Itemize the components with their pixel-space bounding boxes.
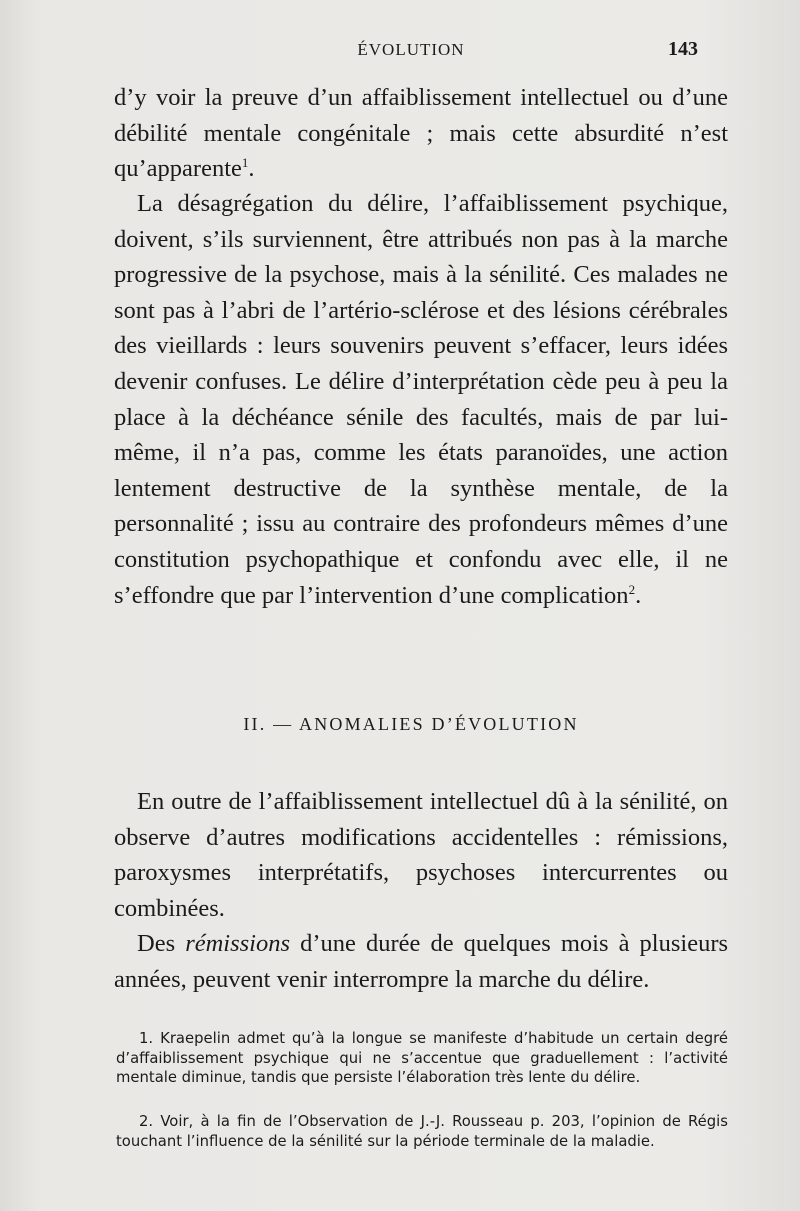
paragraph-text: d’y voir la preuve d’un affaiblissement intellectuel ou d’une débilité mentale congénitale ; mais cette absurdité n’est qu’apparente (114, 84, 728, 183)
paragraph-continued (114, 80, 728, 187)
paragraph-remissions (114, 926, 728, 997)
footnote-reference: 2 (628, 581, 636, 597)
paragraph-end: . (248, 155, 255, 183)
paragraph-accidental-modifications: En outre de l’affaiblissement intellectuel dû à la sénilité, on observe d’autres modifications accidentelles : rémissions, paroxysmes interprétatifs, psychoses intercurrentes ou combinées. (114, 788, 728, 922)
emphasized-term: rémissions (185, 930, 291, 957)
running-title: ÉVOLUTION (357, 40, 465, 59)
paragraph-end: . (635, 581, 642, 609)
footnote-reference: 1 (241, 155, 249, 171)
paragraph-start: Des (137, 930, 176, 957)
paragraph-text: La désagrégation du délire, l’affaiblissement psychique, doivent, s’ils surviennent, être attribués non pas à la marche progressive de la psychose, mais à la sénilité. Ces malades ne sont pas à l’abri de l’artério-sclérose et des lésions cérébrales des vieillards : leurs souvenirs peuvent s’effacer, leurs idées devenir confuses. Le délire d’interprétation cède peu à peu la place à la déchéance sénile des facultés, mais de par lui-même, il n’a pas, comme les états paranoïdes, une action lentement destructive de la synthèse mentale, de la personnalité ; issu au contraire des profondeurs mêmes d’une constitution psychopathique et confondu avec elle, il ne s’effondre que par l’intervention d’une complication (114, 190, 728, 609)
footnote-2: 2. Voir, à la fin de l’Observation de J.-J. Rousseau p. 203, l’opinion de Régis touchant l’influence de la sénilité sur la période terminale de la maladie. (116, 1113, 728, 1150)
footnote-1: 1. Kraepelin admet qu’à la longue se manifeste d’habitude un certain degré d’affaiblissement psychique qui ne s’accentue que graduellement : l’activité mentale diminue, tandis que persiste l’élaboration très lente du délire. (116, 1030, 728, 1087)
page-number: 143 (668, 38, 698, 60)
section-heading: II. — ANOMALIES D’ÉVOLUTION (243, 714, 579, 734)
paragraph-delusion-disintegration (114, 186, 728, 613)
paragraph-text: d’une durée de quelques mois à plusieurs années, peuvent venir interrompre la marche du délire. (114, 930, 729, 993)
